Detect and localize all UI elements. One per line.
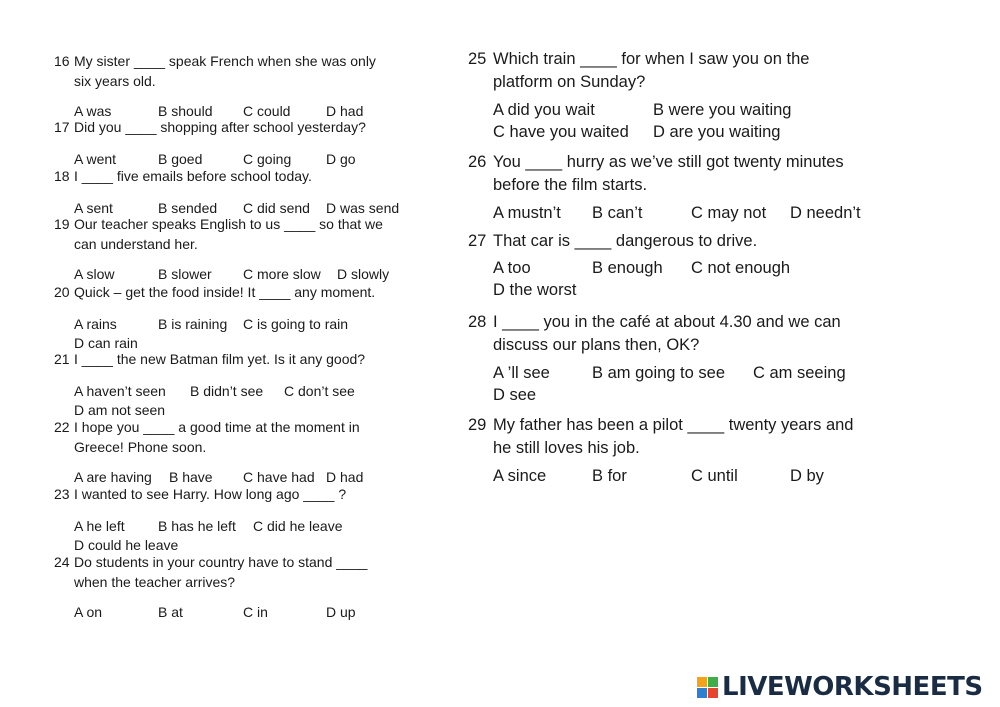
question-text-continued: can understand her. — [74, 236, 198, 252]
option-d[interactable]: D by — [790, 467, 824, 485]
option-a[interactable]: A on — [74, 604, 103, 620]
option-a[interactable]: A went — [74, 151, 117, 167]
option-b[interactable]: B for — [592, 467, 627, 485]
question-number: 23 — [54, 486, 70, 502]
option-d[interactable]: D was send — [326, 200, 400, 216]
question-number: 29 — [468, 416, 487, 434]
question-24 — [54, 552, 367, 592]
option-b[interactable]: B didn’t see — [190, 383, 264, 399]
question-text-continued: he still loves his job. — [493, 439, 640, 457]
option-b[interactable]: B enough — [592, 259, 663, 277]
liveworksheets-logo — [697, 672, 983, 702]
question-text: Our teacher speaks English to us ____ so that we — [74, 216, 383, 232]
option-b[interactable]: B has he left — [158, 518, 236, 534]
option-b[interactable]: B sended — [158, 200, 218, 216]
question-text: Quick – get the food inside! It ____ any moment. — [74, 284, 376, 300]
question-number: 25 — [468, 50, 487, 68]
question-23 — [54, 484, 346, 504]
option-d[interactable]: D up — [326, 604, 356, 620]
question-27 — [468, 230, 757, 253]
question-number: 18 — [54, 168, 70, 184]
question-text: I ____ the new Batman film yet. Is it any good? — [74, 351, 366, 367]
question-28 — [468, 311, 841, 357]
question-text-continued: six years old. — [74, 73, 156, 89]
question-text: Did you ____ shopping after school yesterday? — [74, 119, 366, 135]
option-a[interactable]: A he left — [74, 518, 125, 534]
option-d[interactable]: D the worst — [493, 281, 577, 299]
option-a[interactable]: A slow — [74, 266, 115, 282]
option-a[interactable]: A mustn’t — [493, 204, 561, 222]
option-d[interactable]: D could he leave — [74, 537, 179, 553]
question-number: 17 — [54, 119, 70, 135]
option-d[interactable]: D are you waiting — [653, 123, 781, 141]
question-text: I ____ five emails before school today. — [74, 168, 312, 184]
question-19 — [54, 214, 383, 254]
option-c[interactable]: C going — [243, 151, 292, 167]
option-c[interactable]: C in — [243, 604, 268, 620]
option-c[interactable]: C more slow — [243, 266, 321, 282]
question-number: 24 — [54, 554, 70, 570]
option-c[interactable]: C not enough — [691, 259, 791, 277]
question-number: 27 — [468, 232, 487, 250]
option-c[interactable]: C could — [243, 103, 291, 119]
question-number: 22 — [54, 419, 70, 435]
option-a[interactable]: A ’ll see — [493, 364, 550, 382]
option-a[interactable]: A are having — [74, 469, 152, 485]
question-16 — [54, 51, 376, 91]
question-number: 16 — [54, 53, 70, 69]
option-c[interactable]: C did send — [243, 200, 310, 216]
question-text-continued: discuss our plans then, OK? — [493, 336, 700, 354]
question-number: 21 — [54, 351, 70, 367]
question-number: 28 — [468, 313, 487, 331]
option-d[interactable]: D am not seen — [74, 402, 166, 418]
question-text: My sister ____ speak French when she was only — [74, 53, 376, 69]
question-number: 19 — [54, 216, 70, 232]
option-d[interactable]: D needn’t — [790, 204, 861, 222]
question-25 — [468, 48, 809, 94]
option-a[interactable]: A since — [493, 467, 547, 485]
option-c[interactable]: C don’t see — [284, 383, 355, 399]
question-text: Do students in your country have to stand ____ — [74, 554, 368, 570]
question-text: I hope you ____ a good time at the moment in — [74, 419, 360, 435]
option-d[interactable]: D had — [326, 469, 364, 485]
option-c[interactable]: C have you waited — [493, 123, 629, 141]
question-text: Which train ____ for when I saw you on the — [493, 50, 810, 68]
option-d[interactable]: D go — [326, 151, 356, 167]
option-c[interactable]: C am seeing — [753, 364, 846, 382]
question-22 — [54, 417, 360, 457]
question-26 — [468, 151, 844, 197]
option-a[interactable]: A was — [74, 103, 112, 119]
question-number: 20 — [54, 284, 70, 300]
question-text-continued: platform on Sunday? — [493, 73, 646, 91]
option-b[interactable]: B is raining — [158, 316, 228, 332]
question-text: I wanted to see Harry. How long ago ____ ? — [74, 486, 347, 502]
option-d[interactable]: D slowly — [337, 266, 390, 282]
question-18 — [54, 166, 312, 186]
option-c[interactable]: C did he leave — [253, 518, 343, 534]
option-a[interactable]: A too — [493, 259, 531, 277]
question-text: That car is ____ dangerous to drive. — [493, 232, 758, 250]
question-text-continued: Greece! Phone soon. — [74, 439, 207, 455]
question-text-continued: when the teacher arrives? — [74, 574, 236, 590]
question-21 — [54, 349, 365, 369]
option-c[interactable]: C is going to rain — [243, 316, 349, 332]
question-text: My father has been a pilot ____ twenty years and — [493, 416, 854, 434]
option-d[interactable]: D can rain — [74, 335, 138, 351]
logo-text: LIVEWORKSHEETS — [722, 672, 983, 702]
option-a[interactable]: A did you wait — [493, 101, 595, 119]
option-d[interactable]: D see — [493, 386, 537, 404]
option-c[interactable]: C have had — [243, 469, 315, 485]
question-number: 26 — [468, 153, 487, 171]
option-b[interactable]: B am going to see — [592, 364, 725, 382]
option-b[interactable]: B should — [158, 103, 213, 119]
question-text: You ____ hurry as we’ve still got twenty minutes — [493, 153, 844, 171]
option-a[interactable]: A sent — [74, 200, 113, 216]
option-b[interactable]: B at — [158, 604, 183, 620]
option-c[interactable]: C may not — [691, 204, 767, 222]
option-b[interactable]: B can’t — [592, 204, 643, 222]
option-d[interactable]: D had — [326, 103, 364, 119]
option-c[interactable]: C until — [691, 467, 738, 485]
option-b[interactable]: B slower — [158, 266, 212, 282]
question-20 — [54, 282, 375, 302]
option-b[interactable]: B have — [169, 469, 213, 485]
option-b[interactable]: B were you waiting — [653, 101, 792, 119]
question-17 — [54, 117, 366, 137]
option-a[interactable]: A haven’t seen — [74, 383, 166, 399]
question-29 — [468, 414, 853, 460]
option-b[interactable]: B goed — [158, 151, 203, 167]
question-text: I ____ you in the café at about 4.30 and we can — [493, 313, 841, 331]
liveworksheets-logo-icon — [697, 677, 718, 698]
option-a[interactable]: A rains — [74, 316, 117, 332]
question-text-continued: before the film starts. — [493, 176, 648, 194]
